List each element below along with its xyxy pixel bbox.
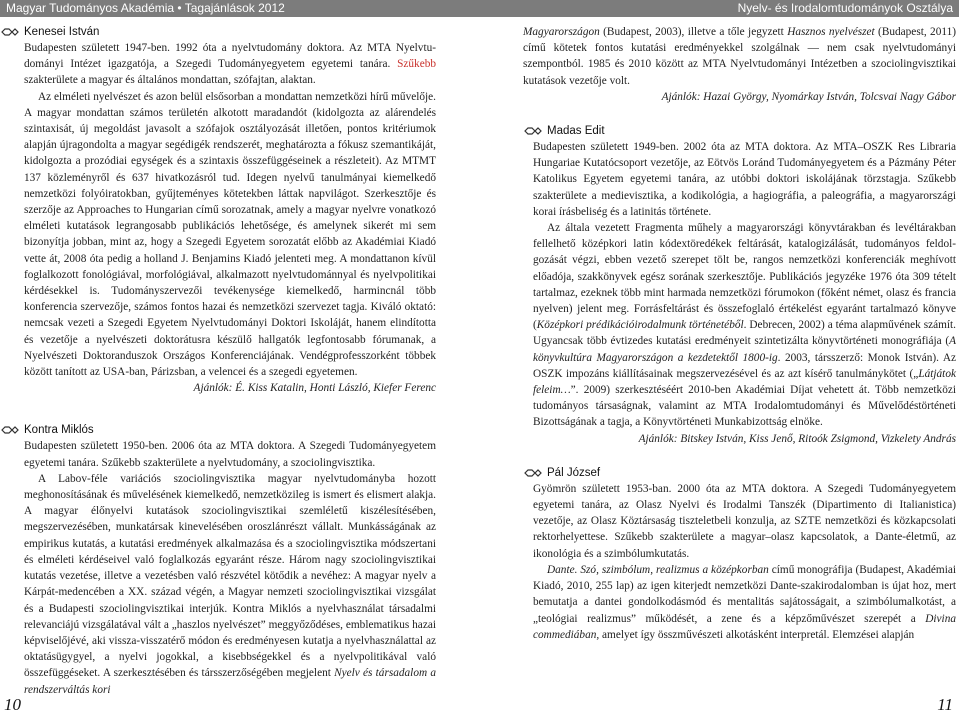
- entry-pal: [523, 465, 956, 643]
- entry-paragraph: Dante. Szó, szimbólum, realizmus a középkorban című monográfija (Budapest, Akadémiai Kiadó, 2010, 255 lap) az igen kiterjedt nemzetközi Dante-szakirodalomban is újat hoz, mert bemutatja a dantei gondolkodásmód és mentalitás sajátosságait, a szimbólumalkotást, a „teológiai realizmus” működését, a zene és a képzőművészet szerepét a Divina commediában, amelyet így összművészeti alkotásként interpretál. Elemzései alapján: [533, 563, 956, 641]
- entry-paragraph: Az általa vezetett Fragmenta műhely a magyarországi könyvtárakban és levéltárakban fellelhető középkori latin kódextöredékek feltárását, katalogizálását, tudományos feldolgozását végzi, ebben vezető szerepet tölt be, rangos nemzetközi konferenciák meghívott előadója, szakkönyvek egész sorának szerkesztője. Publikációs jegyzéke 1976 óta 309 tételt tartalmaz, ezeknek több mint harmada nemzetközi fórumokon (főként német, olasz és francia nyelven) jelent meg. Forrásfeltárást és összefoglaló értékelést egyaránt tartalmazó könyve (Középkori prédikációirodalmunk történetéből. Debrecen, 2002) a téma alapművének számít. Ugyancsak több évtizedes kutatási eredményeit szintetizálta könyvtörténeti monográfiája (A könyvkultúra Magyarországon a kezdetektől 1800-ig. 2003, társszerző: Monok István). Az OSZK impozáns kiállításainak megszervezésével és az azt kísérő tanulmánykötet („Látjátok feleim…”. 2009) szerkesztéséért 2010-ben Akadémiai Díjat vehetett át. Több nemzetközi tudományos társaságnak, valamint az MTA Irodalomtudományi és Művelődéstörténeti Bizottságának a tagja, a Könyvtörténeti Munkabizottság elnöke.: [533, 222, 957, 429]
- entry-name: Madas Edit: [547, 125, 605, 138]
- right-column: [523, 24, 956, 643]
- handshake-icon: [1, 425, 19, 435]
- left-column: [0, 24, 436, 698]
- entry-name: Kontra Miklós: [24, 424, 94, 437]
- entry-paragraph: Budapesten született 1947-ben. 1992 óta a nyelvtudomány doktora. Az MTA Nyelvtudományi Intézet igazgatója, a Szegedi Tudományegyetem egyetemi tanára. Szűkebb szakterülete a magyar és általános mondattan, szófajtan, alaktan.: [24, 42, 436, 87]
- handshake-icon: [1, 27, 19, 37]
- entry-paragraph: A Labov-féle variációs szociolingvisztika magyar nyelvtudományba hozott meghonosításának és művelésének kiemelkedő, nemzetközileg is ismert és elismert alakja. A magyar élőnyelvi kutatások szociolingvisztikai szemléletű kiszélesítésében, megszervezésében, munkatársak kinevelésében oroszlánrészt vállalt. Munkásságának az empirikus kutatás, a kutatási eredmények alkalmazása és a szociolingvisztika módszertani és elméleti kérdéseivel való foglalkozás egyaránt része. Három nagy szociolingvisztikai kutatás vezetése, illetve a vezetésben való részvétel kötődik a nevéhez: A magyar nyelv a Kárpát-medencében a XX. század végén, a Magyar nemzeti szociolingvisztikai vizsgálat és a Budapesti szociolingvisztikai interjúk. Kontra Miklós a nyelvhasználat társadalmi relevanciájú vizsgálatával vált a „haszlos nyelvészet” meggyőződéses, emblematikus hazai képviselőjévé, aki vissza-visszatérő módon és eredményesen kutatja a nyelvhasználattal az oktatásügygyel, a nyelvi jogokkal, a kisebbségekkel és a nyelvpolitikával való összefüggéseket. A szerkesztésében és társszerzőségében megjelent Nyelv és társadalom a rendszerváltás kori: [24, 472, 436, 696]
- entry-paragraph: Gyömrön született 1953-ban. 2000 óta az MTA doktora. A Szegedi Tudományegyetem egyetemi tanára, az Olasz Nyelvi és Irodalmi Tanszék (Dipartimento di Italianistica) vezetője, az Olasz Köztársaság tiszteletbeli konzulja, az SZTE nemzetközi és közkapcsolati rektorhelyettese. Szűkebb szakterülete a magyar–olasz kapcsolatok, a Dante-életmű, az ikonológia és a szimbólumkutatás.: [533, 482, 956, 560]
- entry-recommenders: Ajánlók: Bitskey István, Kiss Jenő, Ritoók Zsigmond, Vizkelety András: [638, 432, 956, 445]
- header-left-title: Magyar Tudományos Akadémia • Tagajánlások 2012: [6, 1, 285, 15]
- entry-recommenders: Ajánlók: É. Kiss Katalin, Honti László, Kiefer Ferenc: [193, 382, 436, 395]
- entry-name: Kenesei István: [24, 26, 100, 38]
- entry-paragraph: Budapesten született 1949-ben. 2002 óta az MTA doktora. Az MTA–OSZK Res Libraria Hungariae Kutatócsoport vezetője, az Eötvös Loránd Tudományegyetem és a Pázmány Péter Katolikus Egyetem egyetemi tanára, az utóbbi doktori iskolájának törzstagja. Szűkebb szakterülete a medievisztika, a kodikológia, a hagiográfia, a paleográfia, a magyarországi korai írásbeliség és a latinitás története.: [533, 141, 956, 218]
- page-number-left: 10: [4, 695, 21, 714]
- entry-madas: [523, 123, 956, 447]
- entry-kenesei: [0, 24, 436, 396]
- entry-kontra-continued: [523, 24, 956, 105]
- entry-name: Pál József: [547, 466, 601, 479]
- entry-kontra: [0, 422, 436, 697]
- running-header: [0, 0, 959, 17]
- page-number-right: 11: [937, 695, 953, 714]
- handshake-icon: [524, 126, 542, 136]
- entry-paragraph: Magyarországon (Budapest, 2003), illetve a tőle jegyzett Hasznos nyelvészet (Budapest, 2011) című kötetek fontos kutatási eredményekkel szolgálnak — nem csak nyelvtudományi szempontból. 1985 és 2010 között az MTA Nyelvtudományi Intézetben a szociolingvisztikai kutatások vezetője volt.: [523, 26, 956, 87]
- entry-recommenders: Ajánlók: Hazai György, Nyomárkay István, Tolcsvai Nagy Gábor: [661, 90, 956, 103]
- handshake-icon: [524, 468, 542, 478]
- entry-paragraph: Budapesten született 1950-ben. 2006 óta az MTA doktora. A Szegedi Tudományegyetem egyetemi tanára. Szűkebb szakterülete a nyelvtudomány, a szociolingvisztika.: [24, 440, 436, 469]
- header-right-title: Nyelv- és Irodalomtudományok Osztálya: [737, 1, 953, 15]
- entry-paragraph: Az elméleti nyelvészet és azon belül elsősorban a mondattan nemzetközi hírű művelője. A magyar mondattan számos területén alkotott maradandót (kidolgozta az alárendelés szintaxisát, új megoldást javasolt a szófajok osztályozását illetően, pontos kritériumok alapján újragondolta a magyar segédigék rendszerét, meghatározta a fókusz szemantikáját, kidolgozta a prozódiai egységek és a szintaxis összefüggéseinek a részleteit). Az MTMT 137 közleményről és 637 hivatkozásról tud. Idegen nyelvű tanulmányai kiemelkedő nemzetközi folyóiratokban, gyűjteményes kötetekben láttak napvilágot. Szerkesztője és szerzője az Approaches to Hungarian című sorozatnak, amely a magyar nyelvre vonatkozó elméleti kutatások legrangosabb publikációs lehetősége, és amelynek sikerét mi sem bizonyítja jobban, mint az, hogy a Szegedi Egyetem sorozatát előbb az Akadémiai Kiadó vette át, 2008 óta pedig a holland J. Benjamins Kiadó jelenteti meg. A mondattanon kívül foglalkozott fonológiával, morfológiával, alkalmazott nyelvtudománnyal és nyelvpolitikai kérdésekkel is. Tudományszervezői tevékenysége kiemelkedő, harmincnál több konferencia szervezője, számos fontos hazai és nemzetközi szervezet tagja. Kiváló oktató: nemcsak vezeti a Szegedi Egyetem Nyelvtudományi Doktori Iskoláját, hanem elindította és vezetője a nyelvészeti doktorátusra készülő hallgatók legfontosabb fórumanak, a Nyelvészeti Doktoranduszok Országos Konferenciájának. Vendégprofesszorként többek között tanított az USA-ban, Párizsban, a velencei és a szegedi egyetemen.: [24, 90, 436, 379]
